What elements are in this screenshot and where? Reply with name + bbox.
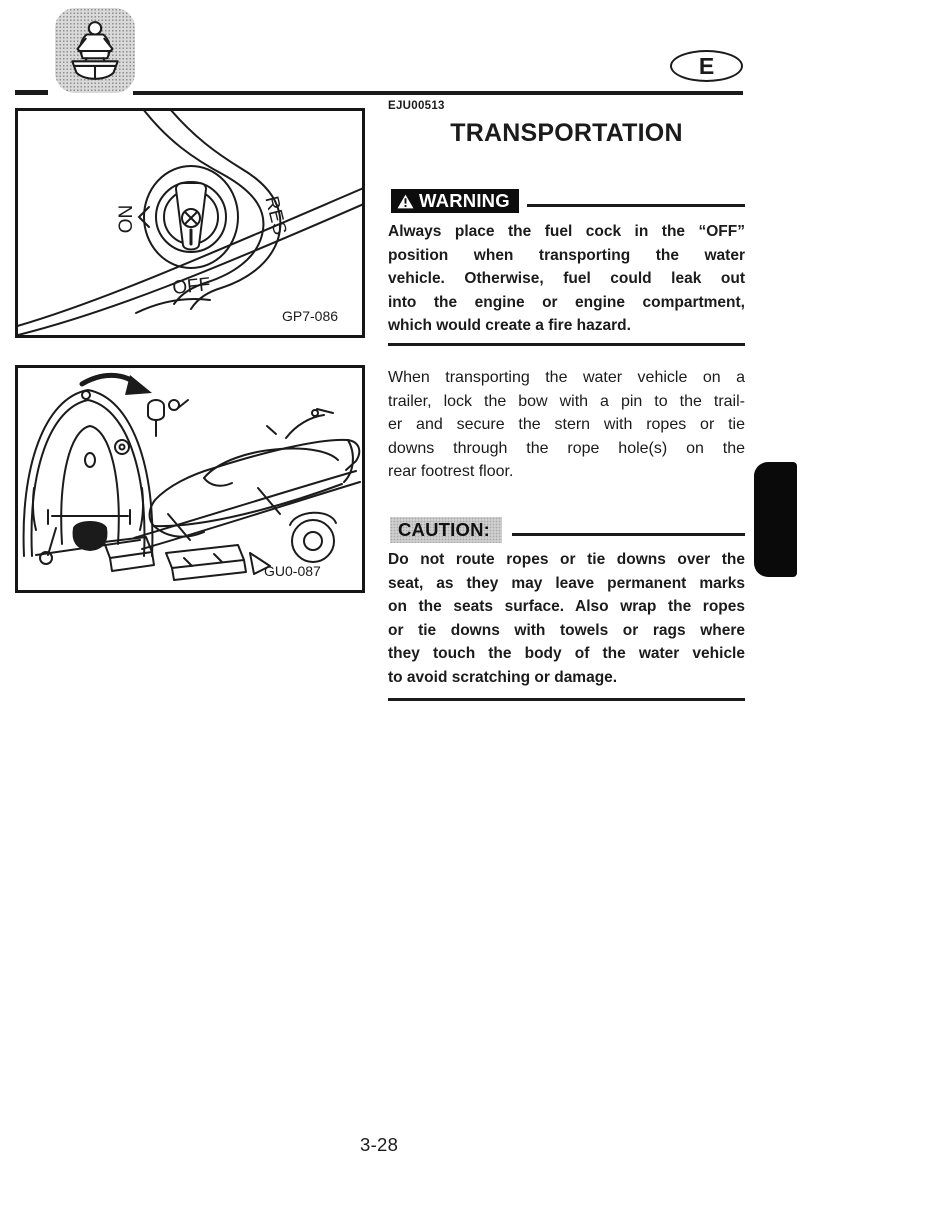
- caution-label-text: CAUTION:: [398, 519, 491, 540]
- warning-label: [391, 189, 519, 213]
- fuel-cock-label-res: RES: [260, 194, 291, 238]
- warning-triangle-icon: [397, 194, 414, 209]
- rider-on-watercraft-icon: [64, 18, 126, 84]
- fuel-cock-label-off: OFF: [171, 274, 212, 299]
- figure-trailer: [15, 365, 365, 593]
- section-tab: [754, 462, 797, 577]
- section-code: EJU00513: [388, 100, 445, 112]
- figure-fuel-cock: [15, 108, 365, 338]
- warning-paragraph: Always place the fuel cock in the “OFF” position when transporting the water vehicle. Otherwise, fuel could leak out into the engine or engine compartment, which would create a fire hazard.: [388, 223, 745, 335]
- header-rule-left: [15, 90, 48, 95]
- caution-paragraph: Do not route ropes or tie downs over the seat, as they may leave permanent marks on the seats surface. Also wrap the ropes or tie downs with towels or rags where they touch the body of the water vehicle to avoid scratching or damage.: [388, 551, 745, 686]
- language-badge: [670, 50, 743, 82]
- figure1-code: GP7-086: [282, 308, 339, 324]
- warning-label-text: WARNING: [419, 190, 510, 211]
- trailer-illustration: [18, 368, 362, 590]
- caution-end-rule: [388, 698, 745, 701]
- language-badge-letter: E: [698, 52, 715, 79]
- chapter-icon-badge: [55, 8, 135, 93]
- fuel-cock-label-on: ON: [116, 204, 137, 234]
- caution-label: [390, 517, 502, 543]
- caution-header-rule: [512, 533, 745, 536]
- figure2-code: GU0-087: [264, 563, 321, 579]
- warning-header-rule: [527, 204, 745, 207]
- header-rule-right: [133, 91, 743, 95]
- page-title: TRANSPORTATION: [450, 119, 683, 147]
- fuel-cock-illustration: [18, 111, 362, 335]
- body-paragraph: When transporting the water vehicle on a trailer, lock the bow with a pin to the trail- er and secure the stern with ropes or tie downs through the rope hole(s) on the rear footrest floor.: [388, 369, 745, 481]
- page-number: 3-28: [360, 1134, 399, 1155]
- warning-end-rule: [388, 343, 745, 346]
